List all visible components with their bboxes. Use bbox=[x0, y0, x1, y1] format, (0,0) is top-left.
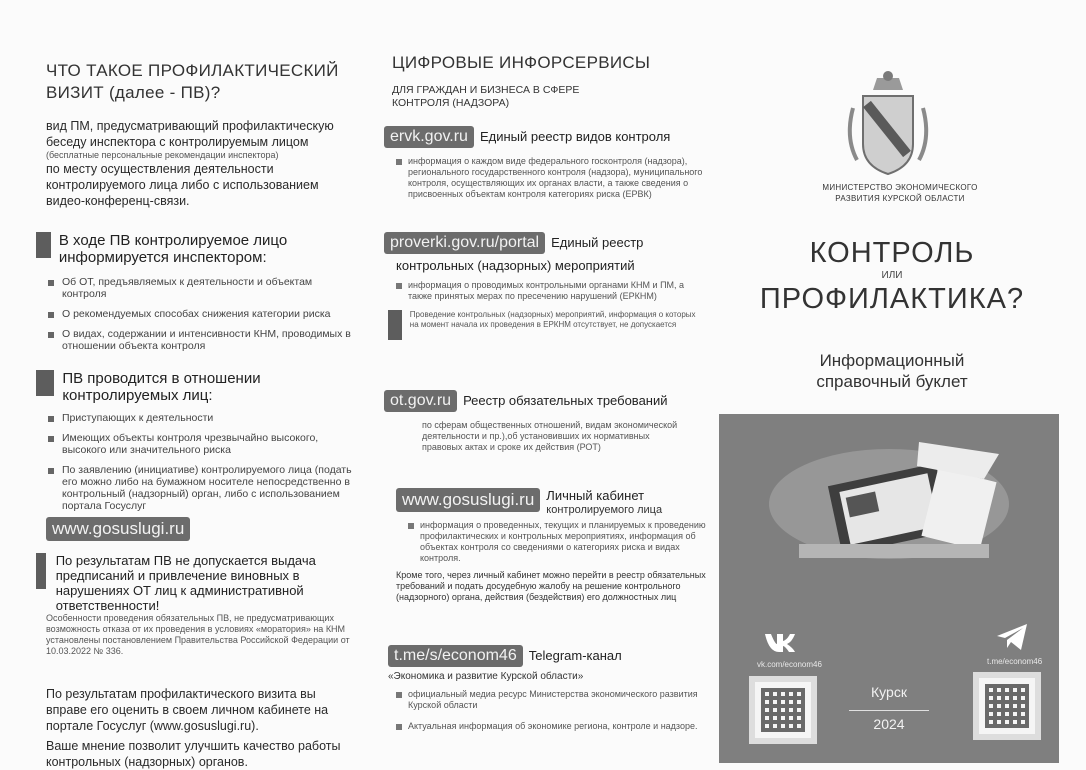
list-item-text: Приступающих к деятельности bbox=[62, 412, 214, 424]
service-note: Проведение контрольных (надзорных) мероприятий, информация о которых на момент начала их проведения в ЕРКНМ отсутствует, не допускается bbox=[409, 310, 696, 329]
warning-block bbox=[36, 553, 356, 613]
ervk-link[interactable]: ervk.gov.ru bbox=[384, 126, 474, 148]
bullet-icon bbox=[396, 159, 402, 165]
proverki-link[interactable]: proverki.gov.ru/portal bbox=[384, 232, 545, 254]
desc-line-3: по месту осуществления деятельности bbox=[46, 162, 274, 176]
service-telegram bbox=[388, 645, 706, 732]
subtitle-line-2: справочный буклет bbox=[816, 372, 968, 391]
gosuslugi-cabinet-link[interactable]: www.gosuslugi.ru bbox=[396, 488, 540, 512]
bullet-icon bbox=[48, 416, 54, 422]
service-text: по сферам общественных отношений, видам экономической деятельности и пр.),об установивших их нормативных правовых актах и сроке их действия (РОТ) bbox=[422, 420, 678, 452]
list-item bbox=[48, 276, 356, 300]
warning-icon bbox=[36, 553, 46, 589]
warning-text: По результатам ПВ не допускается выдача предписаний и привлечение виновных в нарушениях ОТ лиц к административной ответственности! bbox=[55, 553, 316, 613]
opinion-text: Ваше мнение позволит улучшить качество работы контрольных (надзорных) органов. bbox=[46, 739, 341, 769]
list-item-text: О рекомендуемых способах снижения категории риска bbox=[62, 308, 331, 320]
section-marker-icon bbox=[36, 370, 54, 396]
vk-link[interactable]: vk.com/econom46 bbox=[757, 660, 822, 669]
footnote: Особенности проведения обязательных ПВ, не предусматривающих возможность отказа от их проведения в условиях «моратория» на КНМ установлены постановлением Правительства Российской Федерации от 10.03.2022 № 336. bbox=[46, 613, 350, 656]
service-title: Личный кабинет bbox=[546, 488, 645, 503]
main-title-control: КОНТРОЛЬ bbox=[809, 237, 975, 269]
middle-subtitle: ДЛЯ ГРАЖДАН И БИЗНЕСА В СФЕРЕ КОНТРОЛЯ (НАДЗОРА) bbox=[392, 84, 580, 109]
service-extra: Кроме того, через личный кабинет можно перейти в реестр обязательных требований и подать досудебную жалобу на решение контрольного (надзорного) органа, действия (бездействия) его должностных лиц bbox=[396, 570, 706, 602]
middle-title: ЦИФРОВЫЕ ИНФОРСЕРВИСЫ bbox=[392, 53, 651, 72]
service-text: Актуальная информация об экономике региона, контроле и надзоре. bbox=[408, 721, 698, 731]
desc-line-5: видео-конференц-связи. bbox=[46, 194, 190, 208]
service-title-cont: контрольных (надзорных) мероприятий bbox=[396, 258, 635, 273]
service-ervk bbox=[384, 126, 704, 200]
list-item-text: О видах, содержании и интенсивности КНМ, проводимых в отношении объекта контроля bbox=[62, 328, 351, 352]
main-title-or: ИЛИ bbox=[881, 270, 903, 281]
list-item-text: Имеющих объекты контроля чрезвычайно высокого, высокого или значительного риска bbox=[62, 432, 319, 456]
desc-line-2: беседу инспектора с контролируемым лицом bbox=[46, 135, 309, 149]
service-title: Реестр обязательных требований bbox=[463, 393, 668, 408]
service-text: официальный медиа ресурс Министерства экономического развития Курской области bbox=[408, 689, 698, 710]
bullet-icon bbox=[408, 523, 414, 529]
section-marker-icon bbox=[36, 232, 51, 258]
section-informing-title: В ходе ПВ контролируемое лицо информируется инспектором: bbox=[58, 232, 288, 266]
subtitle-line-1: Информационный bbox=[819, 351, 965, 370]
service-title: Единый реестр видов контроля bbox=[479, 129, 671, 144]
telegram-link[interactable]: t.me/econom46 bbox=[987, 657, 1043, 666]
bullet-icon bbox=[48, 436, 54, 442]
list-item bbox=[48, 412, 356, 424]
note-icon bbox=[388, 310, 402, 340]
ministry-line-1: МИНИСТЕРСТВО ЭКОНОМИЧЕСКОГО bbox=[822, 183, 978, 192]
bullet-icon bbox=[48, 312, 54, 318]
bullet-icon bbox=[48, 332, 54, 338]
vk-icon bbox=[763, 632, 795, 658]
service-title: Telegram-канал bbox=[528, 648, 622, 663]
middle-column bbox=[372, 0, 712, 768]
bullet-icon bbox=[396, 724, 402, 730]
service-proverki bbox=[384, 232, 704, 340]
city-label: Курск bbox=[871, 684, 907, 700]
left-title: ЧТО ТАКОЕ ПРОФИЛАКТИЧЕСКИЙ ВИЗИТ (далее - ПВ)? bbox=[46, 61, 339, 102]
bullet-icon bbox=[396, 283, 402, 289]
qr-code-vk-icon[interactable] bbox=[749, 676, 817, 744]
service-gosuslugi bbox=[396, 488, 706, 603]
left-column bbox=[0, 0, 372, 768]
service-title: Единый реестр bbox=[551, 235, 644, 250]
bullet-icon bbox=[48, 280, 54, 286]
qr-code-telegram-icon[interactable] bbox=[973, 672, 1041, 740]
desc-line-4: контролируемого лица либо с использованием bbox=[46, 178, 319, 192]
cover-image-panel bbox=[719, 414, 1059, 763]
telegram-icon bbox=[995, 622, 1029, 657]
ot-link[interactable]: ot.gov.ru bbox=[384, 390, 457, 412]
gosuslugi-link[interactable]: www.gosuslugi.ru bbox=[46, 517, 190, 541]
list-item-text: Об ОТ, предъявляемых к деятельности и объектам контроля bbox=[62, 276, 313, 300]
list-item-text: По заявлению (инициативе) контролируемого лица (подать его можно либо на бумажном носителе непосредственно в контрольный (надзорный) орган, либо с использованием портала Госуслуг bbox=[62, 464, 352, 512]
service-ot bbox=[384, 390, 704, 453]
service-title-cont: контролируемого лица bbox=[546, 504, 663, 516]
ministry-line-2: РАЗВИТИЯ КУРСКОЙ ОБЛАСТИ bbox=[835, 194, 965, 203]
list-item bbox=[48, 464, 356, 512]
year-label: 2024 bbox=[873, 716, 905, 732]
list-item bbox=[48, 308, 356, 320]
telegram-quote: «Экономика и развитие Курской области» bbox=[388, 671, 584, 682]
section-subjects bbox=[36, 370, 356, 520]
section-subjects-title: ПВ проводится в отношении контролируемых лиц: bbox=[62, 370, 261, 404]
desc-small: (бесплатные персональные рекомендации инспектора) bbox=[46, 150, 279, 160]
coat-of-arms-icon bbox=[845, 68, 931, 178]
list-item bbox=[48, 328, 356, 352]
service-text: информация о каждом виде федерального госконтроля (надзора), регионального государственного контроля (надзора), муниципального контроля, осуществляющих их органах власти, а также сведения о присвоенных объектам контроля категориях риска (ЕРВК) bbox=[408, 156, 703, 199]
main-title-prevention: ПРОФИЛАКТИКА? bbox=[759, 283, 1025, 315]
service-text: информация о проводимых контрольными органами КНМ и ПМ, а также принятых мерах по пресечению нарушений (ЕРКНМ) bbox=[408, 280, 685, 301]
bullet-icon bbox=[48, 468, 54, 474]
result-text: По результатам профилактического визита вы вправе его оценить в своем личном кабинете на портале Госуслуг (www.gosuslugi.ru). bbox=[46, 687, 329, 733]
list-item bbox=[48, 432, 356, 456]
desc-line-1: вид ПМ, предусматривающий профилактическую bbox=[46, 119, 334, 133]
divider bbox=[849, 710, 929, 711]
telegram-channel-link[interactable]: t.me/s/econom46 bbox=[388, 645, 523, 667]
bullet-icon bbox=[396, 692, 402, 698]
service-text: информация о проведенных, текущих и планируемых к проведению профилактических и контрольных мероприятиях, информация об объектах контроля со сведениями о категориях риска и видах контроля. bbox=[420, 520, 706, 563]
section-informing bbox=[36, 232, 356, 360]
